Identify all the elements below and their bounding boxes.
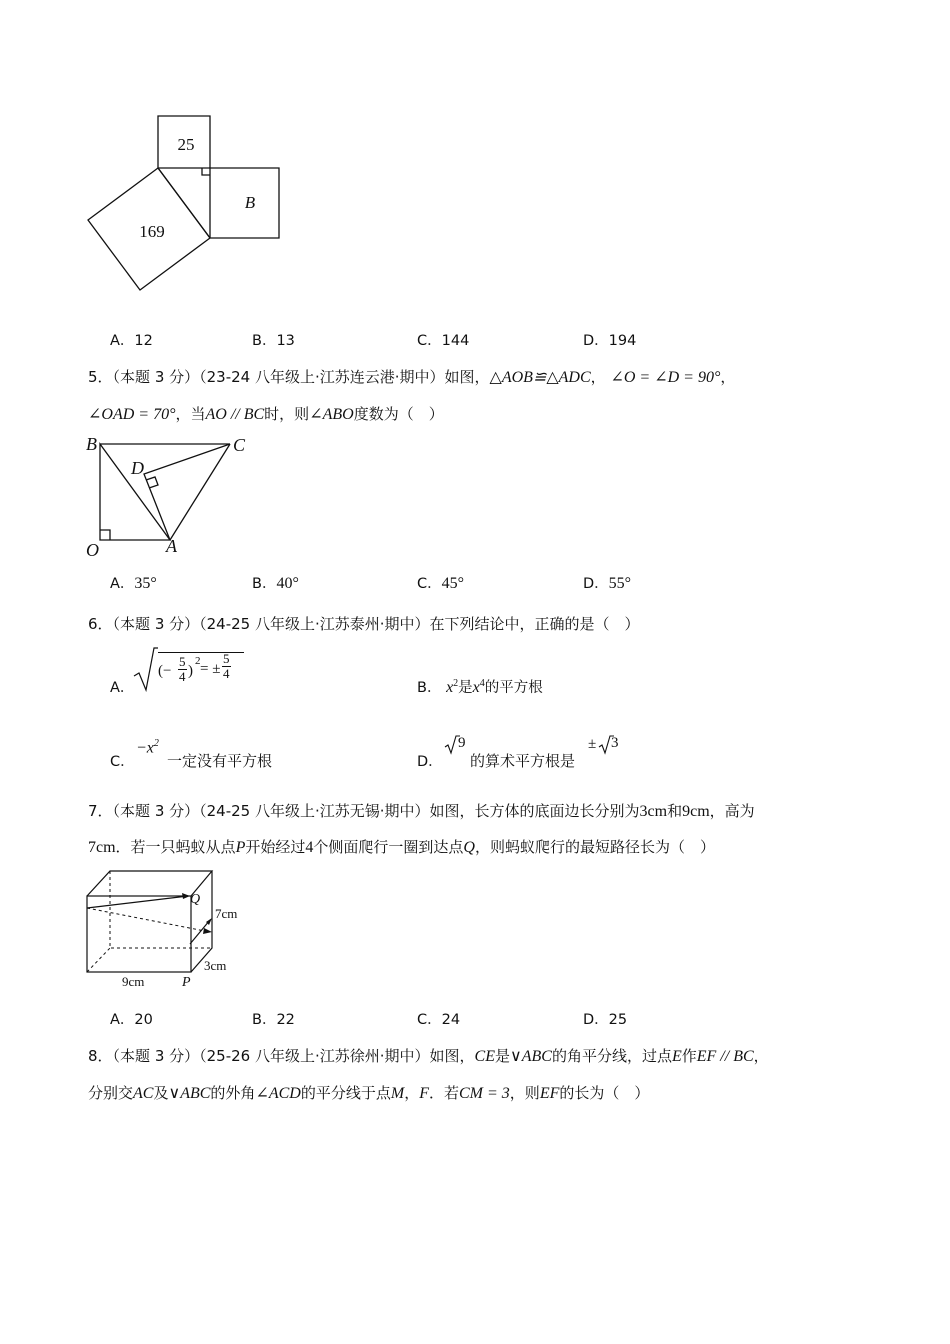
q7-point-p: P xyxy=(235,839,246,856)
q8-line2-e: ．若 xyxy=(428,1084,459,1102)
q4-figure xyxy=(80,110,290,300)
q4-label-169: 169 xyxy=(139,222,165,241)
q7-fig-label-3cm: 3cm xyxy=(204,958,227,973)
q7-figure xyxy=(82,866,252,994)
q8-line1-b: 是 xyxy=(494,1047,510,1065)
q6-option-b-x4: x xyxy=(472,679,480,696)
q5-option-c-value: 45° xyxy=(441,575,465,592)
q5-option-b[interactable] xyxy=(252,572,299,593)
q4-option-a[interactable]: A．12 xyxy=(110,333,153,349)
q8-line2-d: 的平分线于点 xyxy=(300,1084,391,1102)
q8-triangle-2: ∨ABC xyxy=(168,1085,211,1102)
q7-and: 和 xyxy=(667,802,683,820)
q5-option-d[interactable] xyxy=(583,572,631,593)
q8-line2-f: ，则 xyxy=(509,1084,540,1102)
q5-option-a-value: 35° xyxy=(134,575,157,592)
q7-line2-d: ，则蚂蚁爬行的最短路径长为（ ） xyxy=(474,838,715,856)
q6-option-a-frac1-den: 4 xyxy=(179,669,186,684)
q5-option-d-letter: D． xyxy=(583,576,609,592)
q5-option-a[interactable] xyxy=(110,572,157,593)
q5-label-a: A xyxy=(166,536,177,556)
q8-comma: ， xyxy=(753,1047,769,1065)
q5-label-d: D xyxy=(131,458,144,478)
q4-label-25: 25 xyxy=(177,135,195,154)
q7-line-1 xyxy=(88,800,755,821)
q8-point-f: F xyxy=(419,1085,429,1102)
q8-line2-g: 的长为（ ） xyxy=(559,1084,650,1102)
q6-option-a-power: 2 xyxy=(195,655,201,667)
q8-point-m: M xyxy=(390,1085,405,1102)
q4-option-d[interactable]: D．194 xyxy=(583,333,637,349)
q5-parallel: AO // BC xyxy=(205,406,265,423)
q6-option-d-letter: D． xyxy=(417,754,443,770)
q5-label-c: C xyxy=(233,435,246,455)
q7-option-b[interactable]: B．22 xyxy=(252,1012,295,1028)
q7-option-a[interactable]: A．20 xyxy=(110,1012,153,1028)
q8-line2-a: 分别交 xyxy=(88,1084,134,1102)
q5-option-a-letter: A． xyxy=(110,576,135,592)
q6-option-a-frac1-num: 5 xyxy=(179,654,186,669)
q7-line2-b: 开始经过 xyxy=(245,838,306,856)
q6-option-d-mid: 的算术平方根是 xyxy=(470,752,576,770)
q5-meta: （本题 3 分）（23-24 八年级上·江苏连云港·期中）如图， xyxy=(112,368,490,386)
q5-comma1: ， xyxy=(590,368,606,386)
q6-option-d-nine: 9 xyxy=(458,735,466,751)
q7-number: 7． xyxy=(88,802,113,820)
q5-cond1: △AOB≌△ADC xyxy=(489,369,591,386)
q5-label-o: O xyxy=(86,540,99,560)
q8-point-e: E xyxy=(671,1048,682,1065)
q7-value-9cm: 9cm xyxy=(682,803,710,820)
q6-option-c-negx: −x xyxy=(136,739,154,757)
q7-line-2 xyxy=(88,836,715,857)
q8-triangle-1: ∨ABC xyxy=(510,1048,552,1065)
q6-option-a-frac2-num: 5 xyxy=(223,651,230,666)
q7-four: 4 xyxy=(305,839,314,856)
q5-text-degree: 度数为（ ） xyxy=(353,405,444,423)
q5-option-b-value: 40° xyxy=(276,575,299,592)
q7-value-3cm: 3cm xyxy=(639,803,668,820)
q6-option-d-pm: ± xyxy=(588,736,597,752)
q6-option-a-frac2-den: 4 xyxy=(223,666,230,681)
q6-option-b-exp2: 2 xyxy=(453,678,459,690)
q6-text: （本题 3 分）（24-25 八年级上·江苏泰州·期中）在下列结论中，正确的是（ ） xyxy=(112,615,640,633)
q5-comma2: ， xyxy=(720,368,736,386)
q8-line2-b: 及 xyxy=(153,1084,169,1102)
q6-option-b-tail: 的平方根 xyxy=(484,680,543,696)
q8-line-2 xyxy=(88,1082,649,1103)
q8-line1-c: 的角平分线，过点 xyxy=(551,1047,672,1065)
q7-fig-label-p: P xyxy=(182,975,191,990)
q7-fig-label-7cm: 7cm xyxy=(215,906,238,921)
q6-option-a-expr: (− $\frac{5}{4}$ ) 2 xyxy=(158,652,244,693)
q8-angle-acd: ∠ACD xyxy=(255,1085,301,1102)
q7-option-d[interactable]: D．25 xyxy=(583,1012,628,1028)
q5-cond2: ∠O = ∠D = 90° xyxy=(610,369,721,386)
q5-option-c[interactable] xyxy=(417,572,464,593)
q7-fig-label-q: Q xyxy=(190,892,201,907)
q6-number: 6． xyxy=(88,615,113,633)
q5-number: 5． xyxy=(88,368,113,386)
q7-point-q: Q xyxy=(463,839,475,856)
q5-option-d-value: 55° xyxy=(608,575,632,592)
q6-option-b-x: x xyxy=(446,679,454,696)
q5-label-b: B xyxy=(86,434,97,454)
q8-sep: ， xyxy=(404,1084,420,1102)
q8-number: 8． xyxy=(88,1047,113,1065)
q6-option-a-letter: A． xyxy=(110,680,135,696)
q6-option-b-letter: B． xyxy=(417,680,442,696)
q5-text-when: ，当 xyxy=(175,405,206,423)
q8-line2-c: 的外角 xyxy=(210,1084,256,1102)
q5-angle-abo: ∠ABO xyxy=(309,406,354,423)
q6-option-d-three: 3 xyxy=(611,735,619,751)
q6-option-c-tail: 一定没有平方根 xyxy=(167,752,273,770)
q6-option-b[interactable] xyxy=(417,676,543,697)
q7-line1-tail: ，高为 xyxy=(709,802,755,820)
q7-line2-a: ．若一只蚂蚁从点 xyxy=(115,838,236,856)
q6-option-c[interactable] xyxy=(110,750,135,771)
q8-ef: EF xyxy=(539,1085,560,1102)
q7-fig-label-9cm: 9cm xyxy=(122,974,145,989)
q8-line1-a: （本题 3 分）（25-26 八年级上·江苏徐州·期中）如图， xyxy=(112,1047,475,1065)
q6-option-c-math xyxy=(136,738,159,757)
q5-text-then: 时，则 xyxy=(264,405,310,423)
q6-line-1 xyxy=(88,613,640,634)
q7-line2-c: 个侧面爬行一圈到达点 xyxy=(313,838,464,856)
q6-option-a[interactable] xyxy=(110,676,134,697)
q4-option-b[interactable]: B．13 xyxy=(252,333,295,349)
q6-option-b-exp4: 4 xyxy=(479,678,485,690)
q6-option-a-frac1 xyxy=(178,655,187,684)
q6-option-a-radical xyxy=(132,646,158,694)
q7-value-7cm: 7cm xyxy=(88,839,116,856)
q5-option-b-letter: B． xyxy=(252,576,277,592)
q8-ef-parallel-bc: EF // BC xyxy=(696,1048,754,1065)
q8-cm-eq: CM = 3 xyxy=(459,1085,510,1102)
q5-line-1 xyxy=(88,366,735,387)
q8-ac: AC xyxy=(133,1085,154,1102)
q7-line1: （本题 3 分）（24-25 八年级上·江苏无锡·期中）如图，长方体的底面边长分别为 xyxy=(112,802,640,820)
q5-option-c-letter: C． xyxy=(417,576,442,592)
q8-line1-d: 作 xyxy=(681,1047,697,1065)
q6-option-a-equals: = ± xyxy=(200,661,221,677)
q7-option-c[interactable]: C．24 xyxy=(417,1012,461,1028)
q6-option-c-letter: C． xyxy=(110,754,135,770)
q6-option-b-is: 是 xyxy=(458,680,473,696)
q6-option-c-exp: 2 xyxy=(153,738,159,749)
q4-option-c[interactable]: C．144 xyxy=(417,333,470,349)
q5-figure xyxy=(82,430,262,560)
q4-label-b: B xyxy=(244,193,256,212)
q6-option-a-frac2 xyxy=(222,652,231,681)
q8-line-1 xyxy=(88,1045,769,1066)
q5-angle-oad: ∠OAD = 70° xyxy=(88,406,176,423)
q8-ce: CE xyxy=(474,1048,495,1065)
q6-option-d[interactable] xyxy=(417,750,443,771)
q5-line-2 xyxy=(88,403,444,424)
